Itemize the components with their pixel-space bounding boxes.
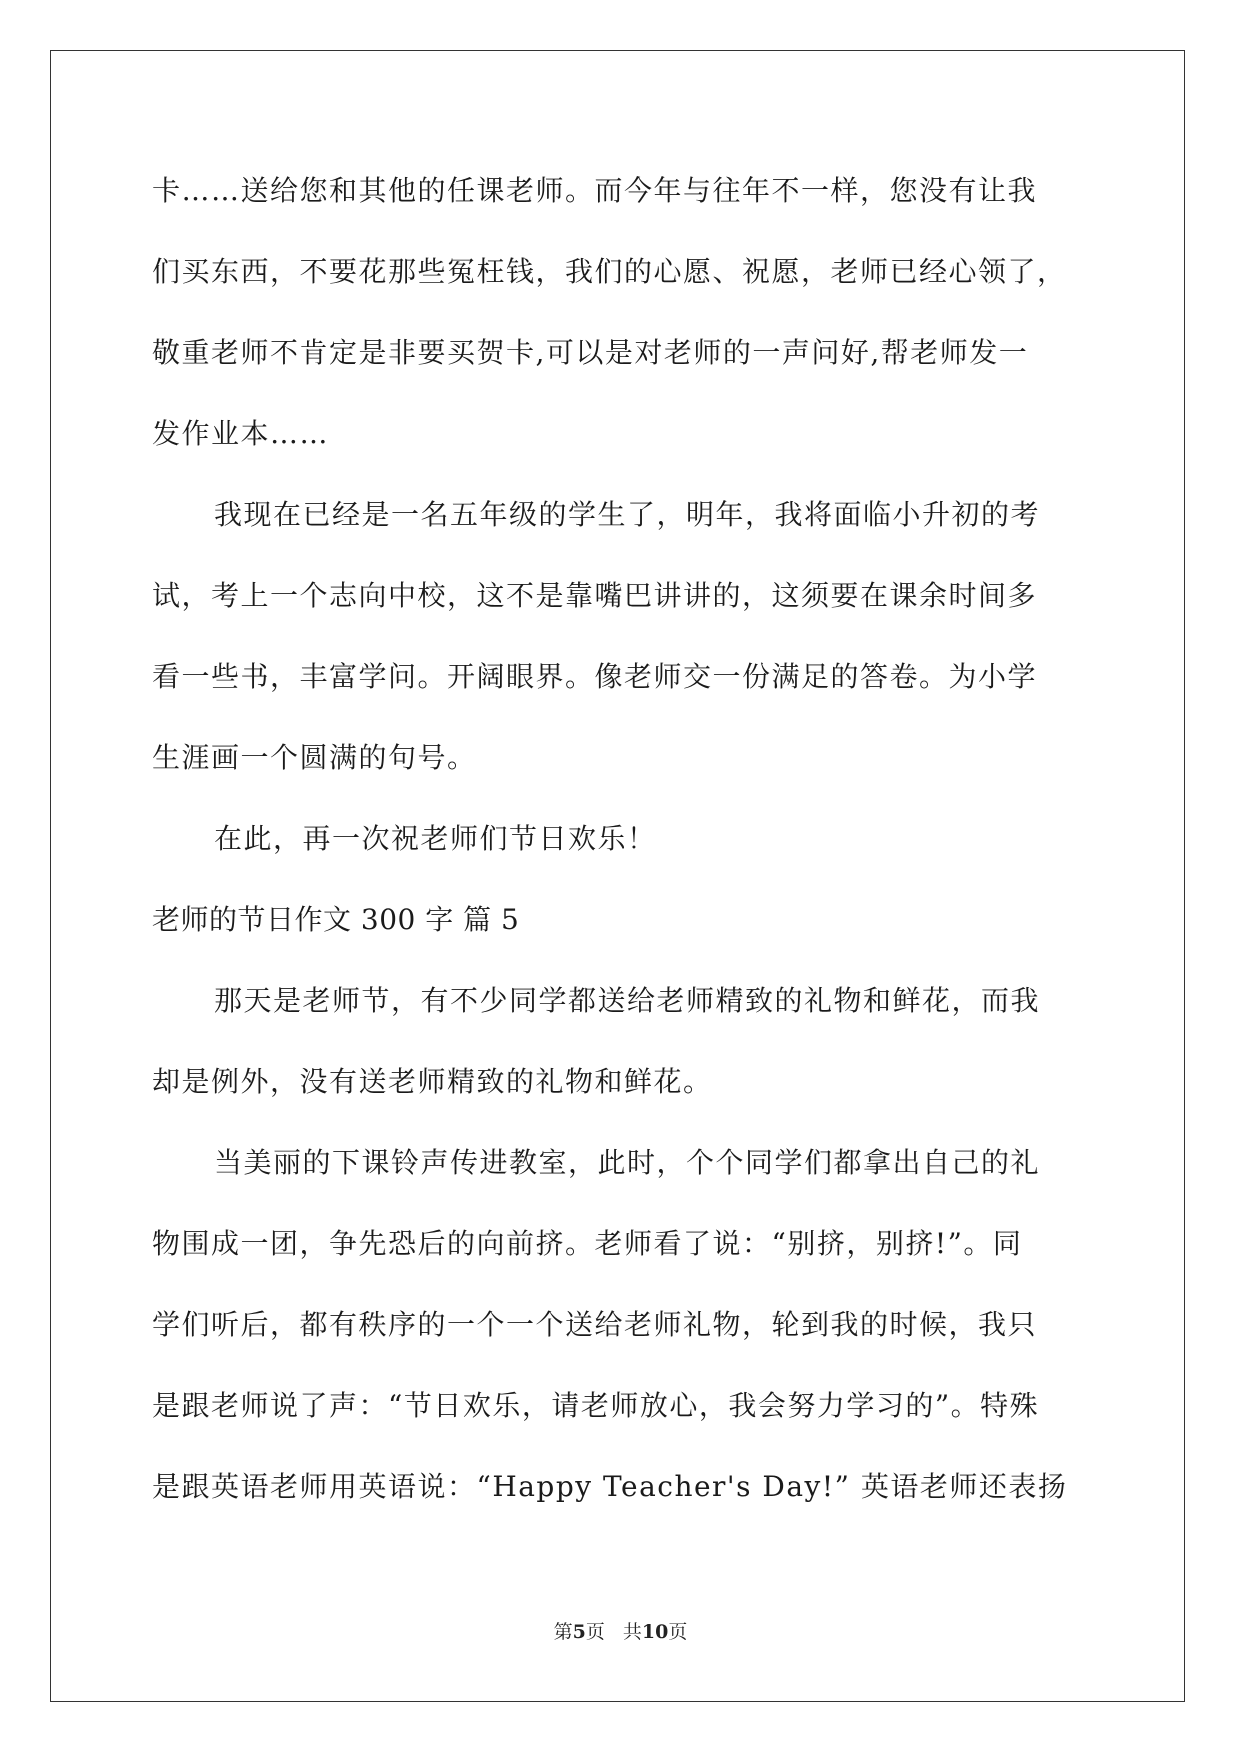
page-footer [0,1620,1241,1644]
text-line: 看一些书，丰富学问。开阔眼界。像老师交一份满足的答卷。为小学 [152,660,1038,693]
paragraph-start-line: 当美丽的下课铃声传进教室，此时，个个同学们都拿出自己的礼 [214,1146,1041,1179]
text-line: 是跟英语老师用英语说：“Happy Teacher's Day!” 英语老师还表扬 [152,1470,1068,1503]
text-line: 却是例外，没有送老师精致的礼物和鲜花。 [152,1065,713,1098]
text-line: 发作业本…… [152,417,330,450]
paragraph-start-line: 我现在已经是一名五年级的学生了，明年，我将面临小升初的考 [214,498,1041,531]
text-line: 物围成一团，争先恐后的向前挤。老师看了说：“别挤，别挤!”。同 [152,1227,1023,1260]
document-body [152,163,1082,1540]
text-line: 生涯画一个圆满的句号。 [152,741,477,774]
paragraph-start-line: 那天是老师节，有不少同学都送给老师精致的礼物和鲜花，而我 [214,984,1041,1017]
text-line: 学们听后，都有秩序的一个一个送给老师礼物，轮到我的时候，我只 [152,1308,1038,1341]
text-line: 试，考上一个志向中校，这不是靠嘴巴讲讲的，这须要在课余时间多 [152,579,1038,612]
footer-page-unit: 页 [585,1621,605,1643]
footer-prefix: 第 [553,1621,573,1643]
paragraph-start-line: 在此，再一次祝老师们节日欢乐！ [214,822,657,855]
text-line: 们买东西，不要花那些冤枉钱，我们的心愿、祝愿，老师已经心领了， [152,255,1067,288]
footer-total-prefix: 共 [622,1621,642,1643]
text-line: 敬重老师不肯定是非要买贺卡,可以是对老师的一声问好,帮老师发一 [152,336,1029,369]
section-heading: 老师的节日作文 300 字 篇 5 [152,903,520,936]
total-pages-number: 10 [641,1621,669,1643]
current-page-number: 5 [572,1621,586,1643]
footer-total-unit: 页 [668,1621,688,1643]
text-line: 卡……送给您和其他的任课老师。而今年与往年不一样，您没有让我 [152,174,1038,207]
text-line: 是跟老师说了声：“节日欢乐，请老师放心，我会努力学习的”。特殊 [152,1389,1040,1422]
